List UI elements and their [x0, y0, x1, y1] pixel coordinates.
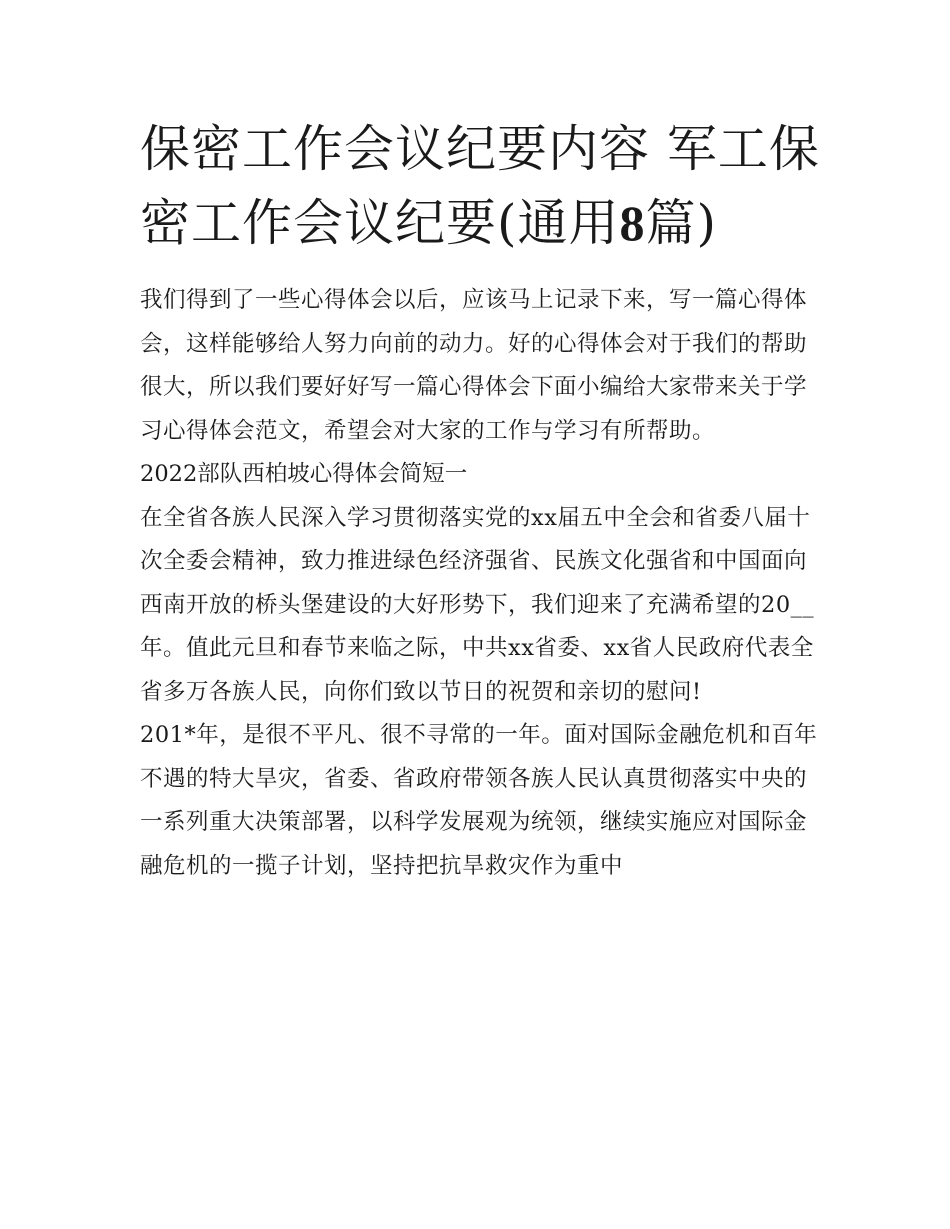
title-number: 8: [619, 195, 646, 251]
intro-paragraph: 我们得到了一些心得体会以后，应该马上记录下来，写一篇心得体会，这样能够给人努力向前的动力。好的心得体会对于我们的帮助很大，所以我们要好好写一篇心得体会下面小编给大家带来关于学习心得体会范文，希望会对大家的工作与学习有所帮助。: [140, 287, 808, 444]
body-paragraph: 201*年，是很不平凡、很不寻常的一年。面对国际金融危机和百年不遇的特大旱灾，省委、省政府带领各族人民认真贯彻落实中央的一系列重大决策部署，以科学发展观为统领，继续实施应对国际金融危机的一揽子计划，坚持把抗旱救灾作为重中: [140, 722, 818, 879]
document-body: [140, 279, 820, 888]
section-heading: 2022部队西柏坡心得体会简短一: [140, 461, 468, 487]
body-paragraph: 在全省各族人民深入学习贯彻落实党的xx届五中全会和省委八届十次全委会精神，致力推进绿色经济强省、民族文化强省和中国面向西南开放的桥头堡建设的大好形势下，我们迎来了充满希望的20__年。值此元旦和春节来临之际，中共xx省委、xx省人民政府代表全省多万各族人民，向你们致以节日的祝贺和亲切的慰问!: [140, 504, 815, 705]
title-suffix: 篇): [645, 194, 718, 252]
title-text: 保密工作会议纪要内容 军工保密工作会议纪要(通用: [140, 120, 820, 252]
document-title: [140, 112, 820, 260]
